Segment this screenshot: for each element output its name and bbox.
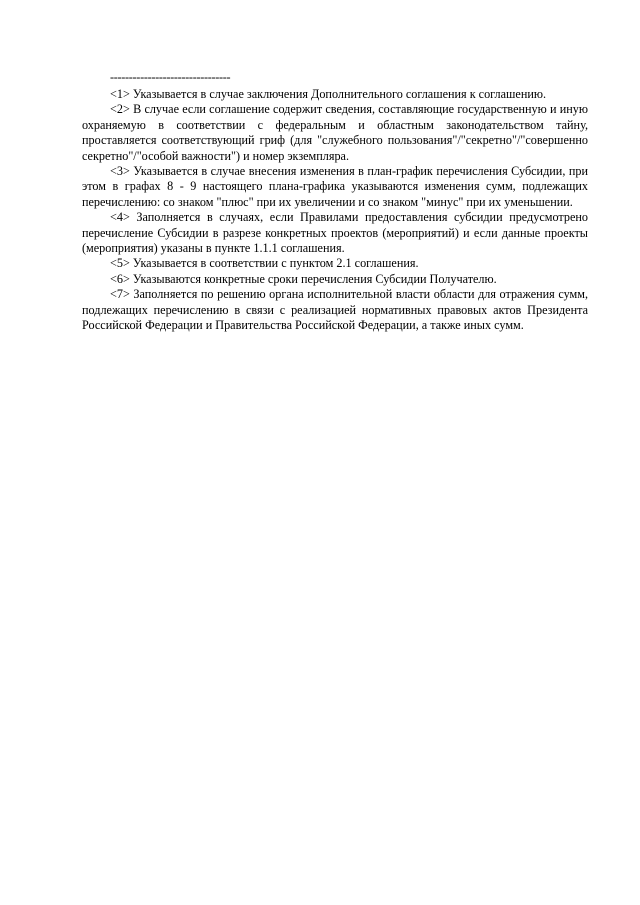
footnote-1: <1> Указывается в случае заключения Дополнительного соглашения к соглашению. (110, 87, 547, 101)
footnote-3: <3> Указывается в случае внесения изменения в план-график перечисления Субсидии, при этом в графах 8 - 9 настоящего плана-графика указываются изменения сумм, подлежащих перечислению: со знаком "плюс" при их увеличении и со знаком "минус" при их уменьшении. (82, 164, 588, 209)
footnote-2: <2> В случае если соглашение содержит сведения, составляющие государственную и иную охраняемую в соответствии с федеральным и областным законодательством тайну, проставляется соответствующий гриф (для "служебного пользования"/"секретно"/"совершенно секретно"/"особой важности") и номер экземпляра. (82, 102, 588, 163)
footnote-separator: -------------------------------- (110, 70, 231, 84)
footnotes-block (82, 70, 588, 334)
footnote-6: <6> Указываются конкретные сроки перечисления Субсидии Получателю. (110, 271, 497, 286)
footnote-4: <4> Заполняется в случаях, если Правилами предоставления субсидии предусмотрено перечисление Субсидии в разрезе конкретных проектов (мероприятий) и если данные проекты (мероприятия) указаны в пункте 1.1.1 соглашения. (82, 210, 588, 256)
footnote-5: <5> Указывается в соответствии с пунктом 2.1 соглашения. (110, 256, 419, 271)
footnote-7: <7> Заполняется по решению органа исполнительной власти области для отражения сумм, подлежащих перечислению в связи с реализацией нормативных правовых актов Президента Российской Федерации и Правительства Российской Федерации, а также иных сумм. (82, 287, 588, 333)
